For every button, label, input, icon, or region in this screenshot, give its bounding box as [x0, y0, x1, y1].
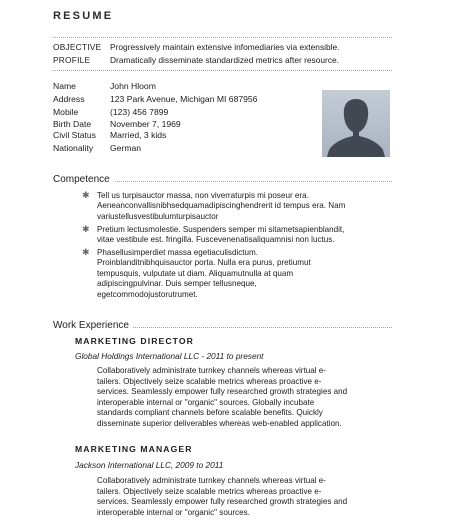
header-divider [53, 37, 392, 38]
competence-heading: Competence [53, 174, 114, 185]
job-description: Collaboratively administrate turnkey channels whereas virtual e- tailers. Objectively seize scalable metrics whereas proactive e- services. Seamlessly empower fully researched growth strategies and interoperable internal or "organic" sources. [97, 476, 348, 517]
job-company: Global Holdings International LLC - 2011 to present [75, 351, 264, 361]
civil-status-label: Civil Status [53, 130, 96, 140]
objective-label: OBJECTIVE [53, 42, 102, 52]
nationality-label: Nationality [53, 143, 94, 153]
job-title: MARKETING DIRECTOR [75, 336, 194, 346]
civil-status-value: Married, 3 kids [110, 130, 167, 140]
birth-date-value: November 7, 1969 [110, 119, 181, 129]
person-silhouette-icon [322, 90, 390, 157]
profile-label: PROFILE [53, 55, 91, 65]
profile-text: Dramatically disseminate standardized metrics after resource. [110, 55, 340, 65]
resume-title: RESUME [53, 10, 114, 22]
birth-date-label: Birth Date [53, 119, 92, 129]
competence-item: Tell us turpisauctor massa, non viverraturpis mi poseur era. Aeneanconvallisnibhsedquamadipiscinghendrerit id tempus era. Nam variustellusvestibulumturpisauctor [97, 191, 346, 221]
address-value: 123 Park Avenue, Michigan MI 687956 [110, 94, 258, 104]
job-title: MARKETING MANAGER [75, 444, 193, 454]
job-description: Collaboratively administrate turnkey channels whereas virtual e- tailers. Objectively seize scalable metrics whereas proactive e- services. Seamlessly empower fully researched growth strategies and interoperable internal or "organic" sources. Globally incubate standards compliant channels before scalable benefits. Quickly disseminate superior deliverables whereas web-enabled application. [97, 366, 348, 428]
competence-item: Phasellusimperdiet massa egetiaculisdictum. Proinblanditnibhquisauctor porta. Nulla era purus, pretiumut tempusquis, vulputate ut diam. Aliquamutnulla at quam adipiscingpulvinar. Duis semper tellusneque, egetcommodojustorutrumet. [97, 248, 311, 299]
competence-item: Pretium lectusmolestie. Suspenders semper mi sitametsapienblandit, vitae vestibule est. fringilla. Fuscevenenatisaliquamnisi non luctus. [97, 225, 345, 245]
name-label: Name [53, 81, 76, 91]
job-company: Jackson International LLC, 2009 to 2011 [75, 460, 224, 470]
star-bullet-icon: ✱ [82, 224, 90, 234]
name-value: John Hloom [110, 81, 156, 91]
work-experience-heading: Work Experience [53, 320, 133, 331]
address-label: Address [53, 94, 85, 104]
profile-photo-placeholder [322, 90, 390, 157]
objective-divider [53, 70, 392, 71]
nationality-value: German [110, 143, 142, 153]
star-bullet-icon: ✱ [82, 190, 90, 200]
star-bullet-icon: ✱ [82, 247, 90, 257]
mobile-value: (123) 456 7899 [110, 107, 169, 117]
objective-text: Progressively maintain extensive infomediaries via extensible. [110, 42, 340, 52]
mobile-label: Mobile [53, 107, 79, 117]
